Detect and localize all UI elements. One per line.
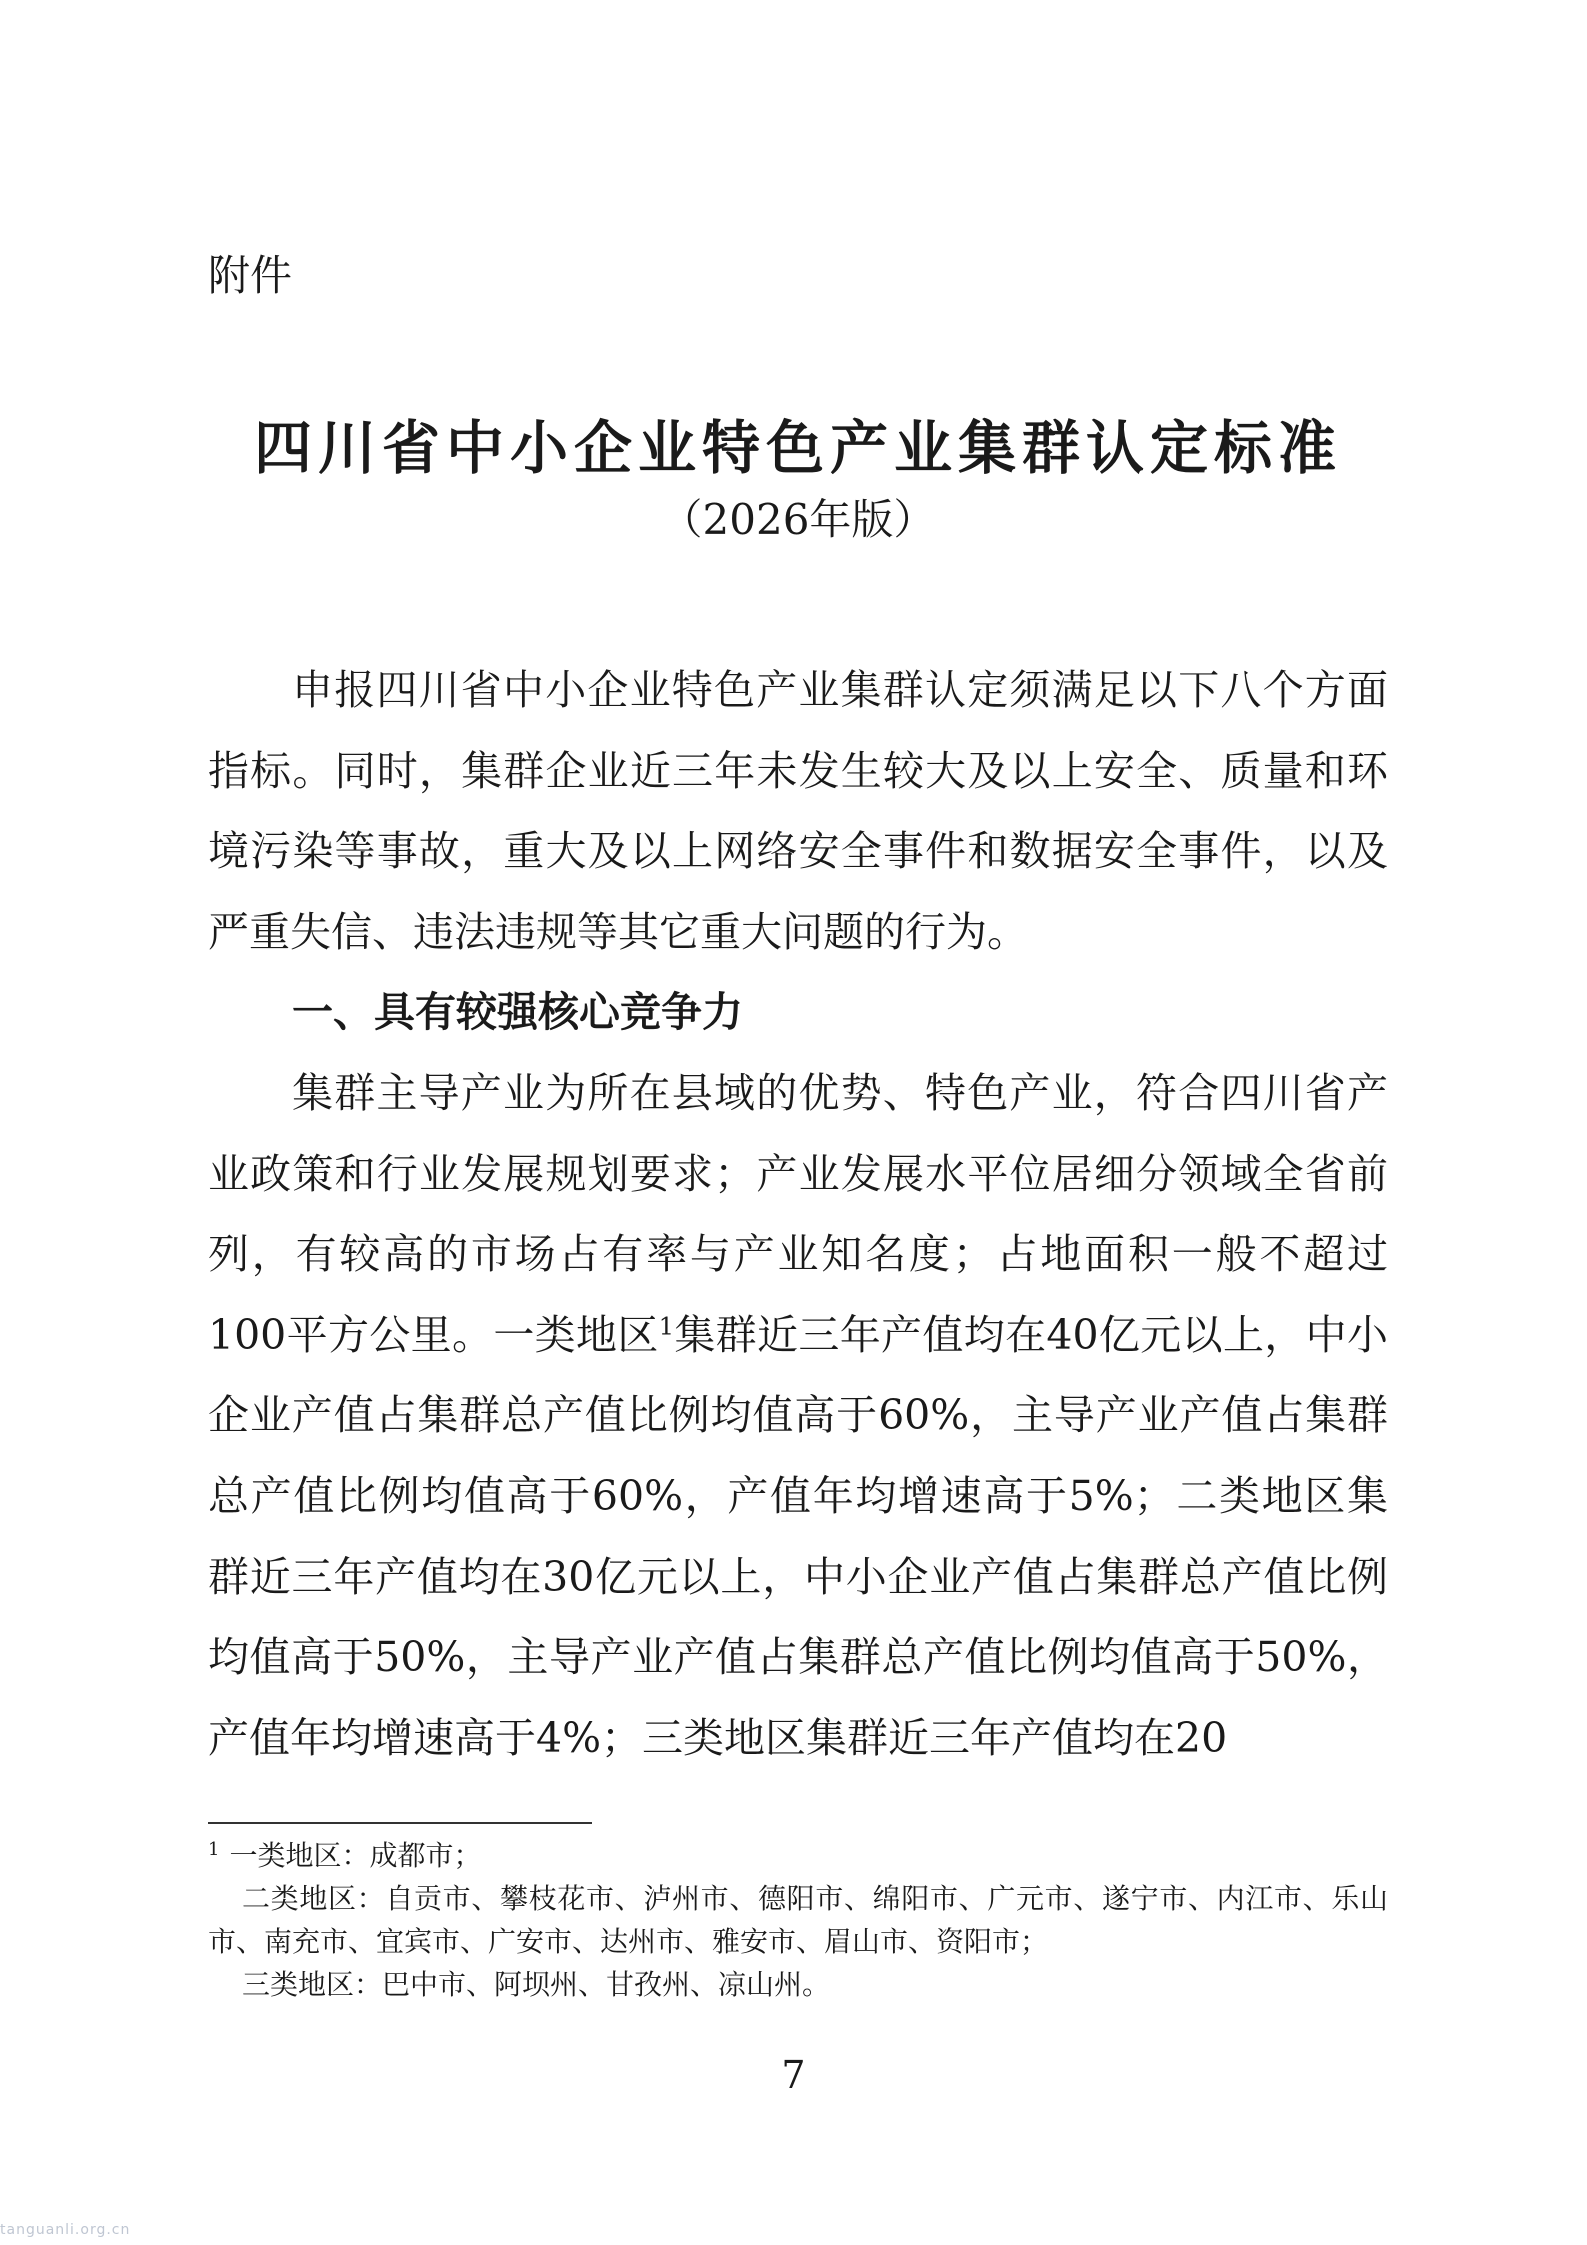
document-edition: （2026年版） [660,495,936,544]
footnote-line-2: 二类地区：自贡市、攀枝花市、泸州市、德阳市、绵阳市、广元市、遂宁市、内江市、乐山市、南充市、宜宾市、广安市、达州市、雅安市、眉山市、资阳市； [208,1882,1388,1958]
document-title: 四川省中小企业特色产业集群认定标准 [253,414,1342,482]
document-body [208,650,1388,1778]
footnotes [208,1834,1388,2006]
intro-paragraph: 申报四川省中小企业特色产业集群认定须满足以下八个方面指标。同时，集群企业近三年未发生较大及以上安全、质量和环境污染等事故，重大及以上网络安全事件和数据安全事件，以及严重失信、违法违规等其它重大问题的行为。 [208,666,1388,956]
footnote-text-1: 一类地区：成都市； [229,1839,482,1872]
footnote-line-3: 三类地区：巴中市、阿坝州、甘孜州、凉山州。 [242,1968,831,2001]
footnote-divider [208,1822,592,1824]
section-heading-1: 一、具有较强核心竞争力 [292,988,743,1037]
section-1-text-b: 集群近三年产值均在40亿元以上，中小企业产值占集群总产值比例均值高于60%，主导产业产值占集群总产值比例均值高于60%，产值年均增速高于5%；二类地区集群近三年产值均在30亿元以上，中小企业产值占集群总产值比例均值高于50%，主导产业产值占集群总产值比例均值高于50%，产值年均增速高于4%；三类地区集群近三年产值均在20 [208,1310,1388,1762]
footnote-reference[interactable]: 1 [658,1312,674,1341]
footnote-mark: 1 [208,1838,220,1860]
page-number: 7 [781,2053,806,2097]
section-1-text-a: 集群主导产业为所在县域的优势、特色产业，符合四川省产业政策和行业发展规划要求；产业发展水平位居细分领域全省前列，有较高的市场占有率与产业知名度；占地面积一般不超过100平方公里。一类地区 [208,1068,1388,1359]
section-1-paragraph [208,1053,1388,1778]
footnote-line-1 [208,1834,1388,1877]
site-watermark: tanguanli.org.cn [0,2222,131,2238]
attachment-label: 附件 [208,251,293,300]
